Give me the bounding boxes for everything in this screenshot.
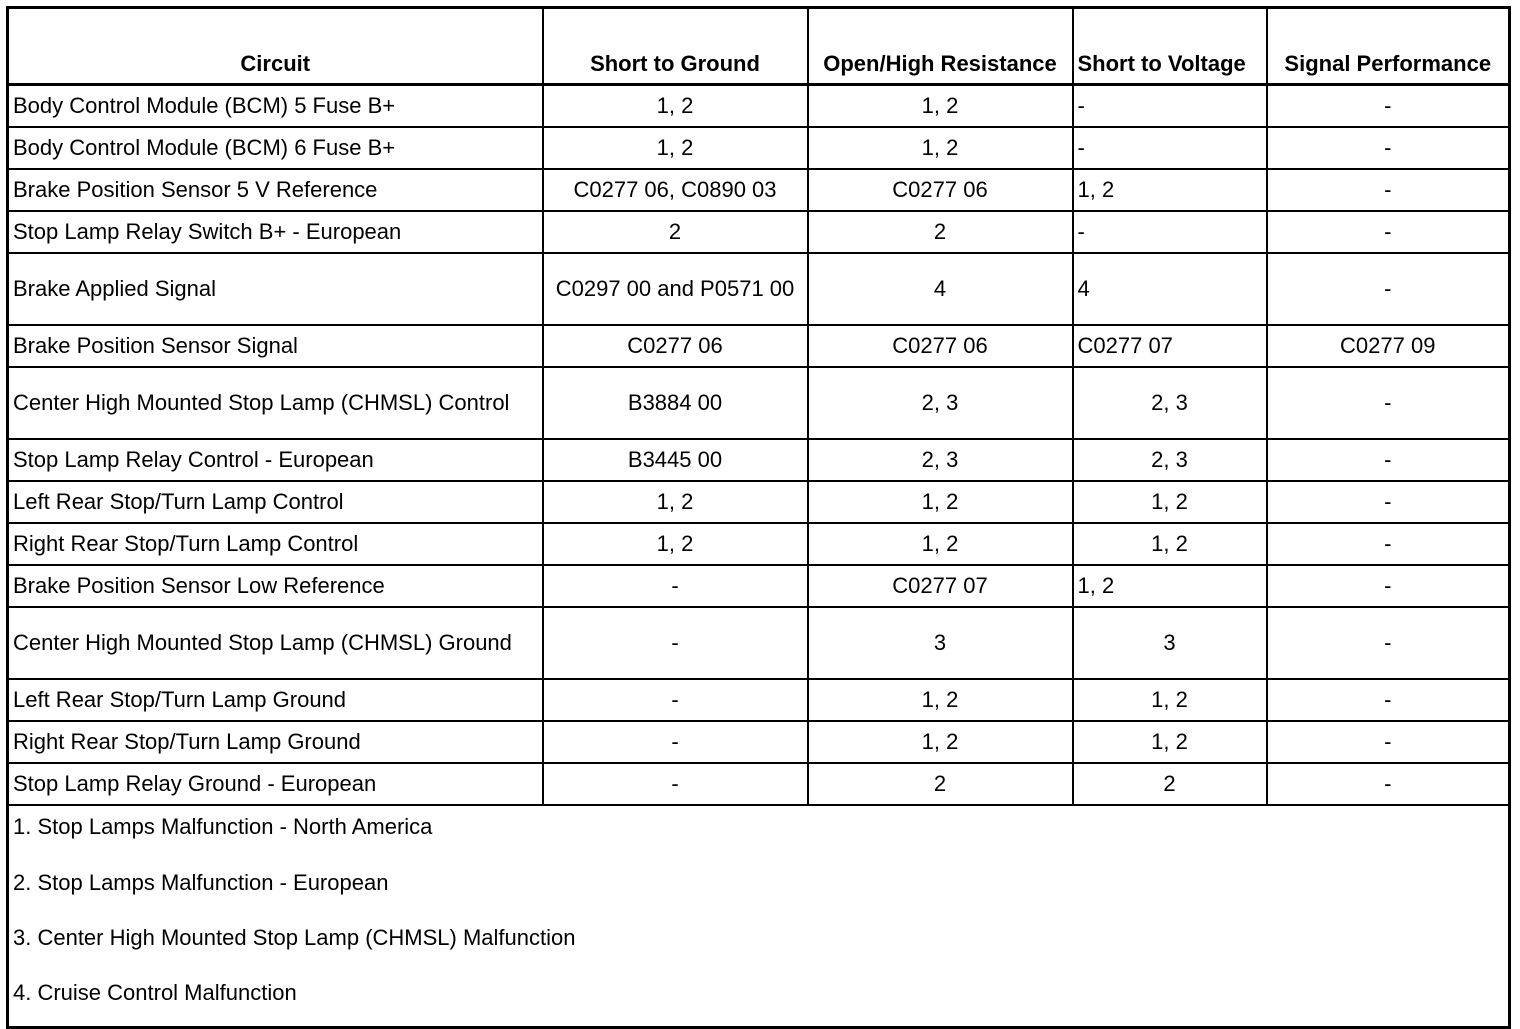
cell-short-to-ground: -: [543, 763, 808, 805]
cell-signal-performance: -: [1267, 169, 1510, 211]
cell-short-to-ground: B3884 00: [543, 367, 808, 439]
cell-short-to-voltage: 1, 2: [1073, 523, 1267, 565]
cell-signal-performance: -: [1267, 721, 1510, 763]
table-row: [8, 607, 1510, 679]
cell-signal-performance: -: [1267, 679, 1510, 721]
cell-short-to-ground: C0277 06, C0890 03: [543, 169, 808, 211]
cell-open-high-resistance: 3: [808, 607, 1073, 679]
table-row: [8, 481, 1510, 523]
cell-signal-performance: -: [1267, 439, 1510, 481]
cell-short-to-ground: 2: [543, 211, 808, 253]
cell-open-high-resistance: 2, 3: [808, 439, 1073, 481]
header-short-to-ground: Short to Ground: [543, 8, 808, 85]
cell-open-high-resistance: 1, 2: [808, 85, 1073, 128]
circuit-diagnostic-table: [6, 6, 1511, 1029]
cell-signal-performance: -: [1267, 607, 1510, 679]
cell-circuit: Body Control Module (BCM) 6 Fuse B+: [8, 127, 543, 169]
cell-open-high-resistance: 2, 3: [808, 367, 1073, 439]
cell-open-high-resistance: 1, 2: [808, 481, 1073, 523]
table-row: [8, 85, 1510, 128]
cell-short-to-voltage: 2, 3: [1073, 439, 1267, 481]
cell-short-to-voltage: -: [1073, 211, 1267, 253]
table-row: [8, 211, 1510, 253]
cell-circuit: Body Control Module (BCM) 5 Fuse B+: [8, 85, 543, 128]
header-short-to-voltage: Short to Voltage: [1073, 8, 1267, 85]
table-row: [8, 127, 1510, 169]
cell-circuit: Left Rear Stop/Turn Lamp Control: [8, 481, 543, 523]
cell-short-to-voltage: 3: [1073, 607, 1267, 679]
notes-row: [8, 805, 1510, 1028]
table-row: [8, 721, 1510, 763]
cell-short-to-voltage: C0277 07: [1073, 325, 1267, 367]
cell-circuit: Center High Mounted Stop Lamp (CHMSL) Control: [8, 367, 543, 439]
cell-circuit: Stop Lamp Relay Switch B+ - European: [8, 211, 543, 253]
cell-open-high-resistance: C0277 07: [808, 565, 1073, 607]
cell-signal-performance: -: [1267, 253, 1510, 325]
header-signal-performance: Signal Performance: [1267, 8, 1510, 85]
cell-open-high-resistance: C0277 06: [808, 325, 1073, 367]
table-row: [8, 367, 1510, 439]
cell-short-to-ground: C0277 06: [543, 325, 808, 367]
cell-short-to-voltage: 1, 2: [1073, 169, 1267, 211]
cell-circuit: Left Rear Stop/Turn Lamp Ground: [8, 679, 543, 721]
cell-open-high-resistance: 1, 2: [808, 679, 1073, 721]
cell-signal-performance: -: [1267, 367, 1510, 439]
cell-open-high-resistance: 4: [808, 253, 1073, 325]
header-row: [8, 8, 1510, 85]
cell-open-high-resistance: 1, 2: [808, 127, 1073, 169]
cell-circuit: Brake Position Sensor 5 V Reference: [8, 169, 543, 211]
cell-signal-performance: -: [1267, 85, 1510, 128]
cell-short-to-ground: B3445 00: [543, 439, 808, 481]
cell-short-to-ground: 1, 2: [543, 523, 808, 565]
note-3: 3. Center High Mounted Stop Lamp (CHMSL) Malfunction: [13, 925, 576, 950]
notes-cell: [8, 805, 1510, 1028]
cell-short-to-voltage: 1, 2: [1073, 679, 1267, 721]
cell-circuit: Right Rear Stop/Turn Lamp Ground: [8, 721, 543, 763]
cell-signal-performance: -: [1267, 211, 1510, 253]
table-row: [8, 763, 1510, 805]
table-row: [8, 439, 1510, 481]
cell-short-to-voltage: 1, 2: [1073, 481, 1267, 523]
cell-open-high-resistance: 1, 2: [808, 523, 1073, 565]
cell-short-to-voltage: 1, 2: [1073, 721, 1267, 763]
cell-signal-performance: C0277 09: [1267, 325, 1510, 367]
cell-short-to-ground: C0297 00 and P0571 00: [543, 253, 808, 325]
table-row: [8, 325, 1510, 367]
cell-signal-performance: -: [1267, 481, 1510, 523]
cell-circuit: Right Rear Stop/Turn Lamp Control: [8, 523, 543, 565]
cell-short-to-ground: 1, 2: [543, 85, 808, 128]
cell-open-high-resistance: 2: [808, 211, 1073, 253]
cell-circuit: Brake Position Sensor Signal: [8, 325, 543, 367]
note-4: 4. Cruise Control Malfunction: [13, 980, 297, 1005]
table-row: [8, 253, 1510, 325]
cell-short-to-voltage: 2, 3: [1073, 367, 1267, 439]
cell-open-high-resistance: 1, 2: [808, 721, 1073, 763]
cell-circuit: Brake Applied Signal: [8, 253, 543, 325]
cell-signal-performance: -: [1267, 565, 1510, 607]
note-1: 1. Stop Lamps Malfunction - North America: [13, 814, 433, 839]
table-row: [8, 679, 1510, 721]
cell-short-to-ground: 1, 2: [543, 481, 808, 523]
cell-short-to-ground: -: [543, 607, 808, 679]
note-2: 2. Stop Lamps Malfunction - European: [13, 870, 389, 895]
cell-circuit: Stop Lamp Relay Ground - European: [8, 763, 543, 805]
table-row: [8, 523, 1510, 565]
cell-signal-performance: -: [1267, 763, 1510, 805]
header-open-high-resistance: Open/High Resistance: [808, 8, 1073, 85]
cell-open-high-resistance: 2: [808, 763, 1073, 805]
table-row: [8, 565, 1510, 607]
cell-circuit: Brake Position Sensor Low Reference: [8, 565, 543, 607]
table-row: [8, 169, 1510, 211]
cell-short-to-voltage: 4: [1073, 253, 1267, 325]
cell-short-to-voltage: 2: [1073, 763, 1267, 805]
cell-signal-performance: -: [1267, 127, 1510, 169]
cell-short-to-ground: -: [543, 565, 808, 607]
header-circuit: Circuit: [8, 8, 543, 85]
cell-circuit: Stop Lamp Relay Control - European: [8, 439, 543, 481]
cell-short-to-ground: 1, 2: [543, 127, 808, 169]
cell-open-high-resistance: C0277 06: [808, 169, 1073, 211]
cell-short-to-ground: -: [543, 721, 808, 763]
cell-short-to-voltage: -: [1073, 127, 1267, 169]
cell-short-to-ground: -: [543, 679, 808, 721]
cell-circuit: Center High Mounted Stop Lamp (CHMSL) Ground: [8, 607, 543, 679]
cell-signal-performance: -: [1267, 523, 1510, 565]
cell-short-to-voltage: 1, 2: [1073, 565, 1267, 607]
cell-short-to-voltage: -: [1073, 85, 1267, 128]
